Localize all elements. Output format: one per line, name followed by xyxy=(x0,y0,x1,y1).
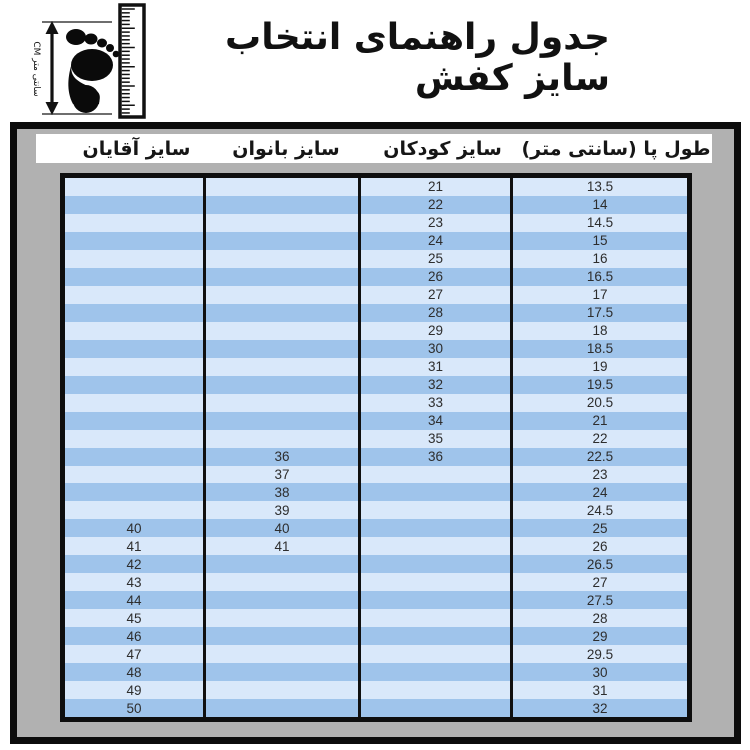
size-table xyxy=(60,173,692,722)
table-cell: 21 xyxy=(510,412,687,430)
table-cell xyxy=(65,232,203,250)
table-cell: 22 xyxy=(510,430,687,448)
table-cell: 49 xyxy=(126,682,142,698)
table-cell xyxy=(203,178,358,196)
table-cell xyxy=(358,483,510,501)
table-cell xyxy=(65,214,203,232)
cm-unit-label: CM سانتی متر xyxy=(31,41,41,97)
table-cell: 22 xyxy=(358,196,510,214)
table-row xyxy=(65,214,687,232)
table-cell: 24 xyxy=(510,483,687,501)
table-cell xyxy=(65,322,203,340)
table-cell xyxy=(203,555,358,573)
measure-arrow-icon xyxy=(46,21,59,115)
table-row xyxy=(65,699,687,717)
table-cell: 35 xyxy=(358,430,510,448)
table-cell: 29 xyxy=(358,322,510,340)
table-cell: 18 xyxy=(510,322,687,340)
table-cell: 22.5 xyxy=(510,448,687,466)
table-cell xyxy=(65,466,203,484)
table-cell: 23 xyxy=(510,466,687,484)
table-cell xyxy=(65,358,203,376)
table-row xyxy=(65,178,687,196)
table-cell: 39 xyxy=(203,501,358,519)
table-row xyxy=(65,430,687,448)
table-cell xyxy=(358,591,510,609)
table-cell xyxy=(203,214,358,232)
table-row xyxy=(65,645,687,663)
table-cell: 36 xyxy=(203,448,358,466)
table-cell: 14.5 xyxy=(510,214,687,232)
table-cell xyxy=(358,645,510,663)
table-cell: 30 xyxy=(358,340,510,358)
table-cell xyxy=(358,627,510,645)
table-cell xyxy=(203,573,358,591)
table-cell xyxy=(65,394,203,412)
table-cell: 40 xyxy=(126,520,142,536)
table-cell xyxy=(203,268,358,286)
table-cell xyxy=(358,609,510,627)
column-header: سایز بانوان xyxy=(232,137,340,160)
table-cell xyxy=(203,412,358,430)
table-row xyxy=(65,322,687,340)
table-row xyxy=(65,483,687,501)
table-cell xyxy=(65,448,203,466)
table-cell: 20.5 xyxy=(510,394,687,412)
table-cell xyxy=(65,178,203,196)
table-cell: 29.5 xyxy=(510,645,687,663)
table-cell: 21 xyxy=(358,178,510,196)
table-cell xyxy=(203,609,358,627)
table-cell xyxy=(203,358,358,376)
table-cell xyxy=(65,483,203,501)
table-row xyxy=(65,663,687,681)
column-header: طول پا (سانتی متر) xyxy=(521,137,711,160)
table-cell xyxy=(203,699,358,717)
table-row xyxy=(65,466,687,484)
table-row xyxy=(65,376,687,394)
table-cell xyxy=(203,250,358,268)
table-cell: 25 xyxy=(510,519,687,537)
table-cell: 45 xyxy=(126,610,142,626)
table-cell: 44 xyxy=(126,592,142,608)
table-cell: 41 xyxy=(126,538,142,554)
table-cell xyxy=(358,573,510,591)
table-row xyxy=(65,537,687,555)
table-row xyxy=(65,304,687,322)
table-cell xyxy=(65,340,203,358)
table-cell: 32 xyxy=(510,699,687,717)
table-row xyxy=(65,232,687,250)
table-cell xyxy=(203,663,358,681)
table-cell xyxy=(65,268,203,286)
table-cell: 37 xyxy=(203,466,358,484)
table-cell: 31 xyxy=(358,358,510,376)
column-header: سایز کودکان xyxy=(383,137,502,160)
table-cell: 31 xyxy=(510,681,687,699)
table-cell xyxy=(65,376,203,394)
table-cell xyxy=(203,627,358,645)
table-cell: 13.5 xyxy=(510,178,687,196)
table-row xyxy=(65,519,687,537)
table-cell: 16 xyxy=(510,250,687,268)
table-cell xyxy=(65,304,203,322)
table-cell: 27 xyxy=(510,573,687,591)
table-cell: 18.5 xyxy=(510,340,687,358)
table-cell xyxy=(203,376,358,394)
table-cell: 32 xyxy=(358,376,510,394)
table-cell: 30 xyxy=(510,663,687,681)
table-row xyxy=(65,501,687,519)
table-cell xyxy=(358,537,510,555)
table-row xyxy=(65,394,687,412)
table-row xyxy=(65,609,687,627)
table-cell xyxy=(358,501,510,519)
page-title: جدول راهنمای انتخاب سایز کفش xyxy=(225,17,610,99)
table-cell: 24.5 xyxy=(510,501,687,519)
table-cell xyxy=(203,286,358,304)
table-cell xyxy=(65,250,203,268)
table-cell: 19.5 xyxy=(510,376,687,394)
table-cell xyxy=(358,681,510,699)
table-body xyxy=(65,178,687,717)
table-cell: 27.5 xyxy=(510,591,687,609)
table-cell: 40 xyxy=(203,519,358,537)
table-cell: 28 xyxy=(510,609,687,627)
table-cell xyxy=(203,340,358,358)
table-cell xyxy=(65,196,203,214)
table-cell xyxy=(203,322,358,340)
table-cell xyxy=(65,286,203,304)
table-cell xyxy=(358,466,510,484)
table-cell: 26.5 xyxy=(510,555,687,573)
table-cell: 42 xyxy=(126,556,142,572)
table-cell xyxy=(203,430,358,448)
table-row xyxy=(65,358,687,376)
table-row xyxy=(65,627,687,645)
table-cell: 34 xyxy=(358,412,510,430)
table-cell: 47 xyxy=(126,646,142,662)
table-cell xyxy=(358,555,510,573)
table-cell xyxy=(203,196,358,214)
table-cell: 29 xyxy=(510,627,687,645)
table-cell: 15 xyxy=(510,232,687,250)
table-cell: 25 xyxy=(358,250,510,268)
table-cell xyxy=(203,304,358,322)
table-cell: 46 xyxy=(126,628,142,644)
table-cell: 17.5 xyxy=(510,304,687,322)
table-cell: 41 xyxy=(203,537,358,555)
table-row xyxy=(65,555,687,573)
table-cell: 28 xyxy=(358,304,510,322)
table-cell: 23 xyxy=(358,214,510,232)
column-header: سایز آقایان xyxy=(82,137,191,160)
table-row xyxy=(65,340,687,358)
table-cell xyxy=(203,591,358,609)
table-row xyxy=(65,448,687,466)
table-cell: 19 xyxy=(510,358,687,376)
table-row xyxy=(65,681,687,699)
table-cell xyxy=(65,501,203,519)
table-cell: 26 xyxy=(358,268,510,286)
table-row xyxy=(65,591,687,609)
table-row xyxy=(65,196,687,214)
table-row xyxy=(65,268,687,286)
guide-panel xyxy=(10,122,741,744)
table-cell xyxy=(203,681,358,699)
table-cell xyxy=(65,430,203,448)
foot-measurement-logo xyxy=(10,3,148,121)
table-cell: 24 xyxy=(358,232,510,250)
table-cell xyxy=(65,412,203,430)
table-row xyxy=(65,286,687,304)
ruler-icon xyxy=(120,5,144,117)
table-cell: 27 xyxy=(358,286,510,304)
table-cell xyxy=(358,663,510,681)
table-cell xyxy=(203,232,358,250)
table-row xyxy=(65,412,687,430)
footprint-icon xyxy=(66,29,119,113)
table-cell: 17 xyxy=(510,286,687,304)
table-cell: 16.5 xyxy=(510,268,687,286)
table-cell: 36 xyxy=(358,448,510,466)
table-cell: 33 xyxy=(358,394,510,412)
table-header-row xyxy=(36,134,712,163)
table-cell: 50 xyxy=(126,700,142,716)
table-cell: 38 xyxy=(203,483,358,501)
table-row xyxy=(65,250,687,268)
table-cell: 48 xyxy=(126,664,142,680)
table-cell: 26 xyxy=(510,537,687,555)
table-cell xyxy=(203,394,358,412)
table-cell: 14 xyxy=(510,196,687,214)
table-cell xyxy=(203,645,358,663)
table-cell xyxy=(358,699,510,717)
table-cell xyxy=(358,519,510,537)
table-row xyxy=(65,573,687,591)
table-cell: 43 xyxy=(126,574,142,590)
